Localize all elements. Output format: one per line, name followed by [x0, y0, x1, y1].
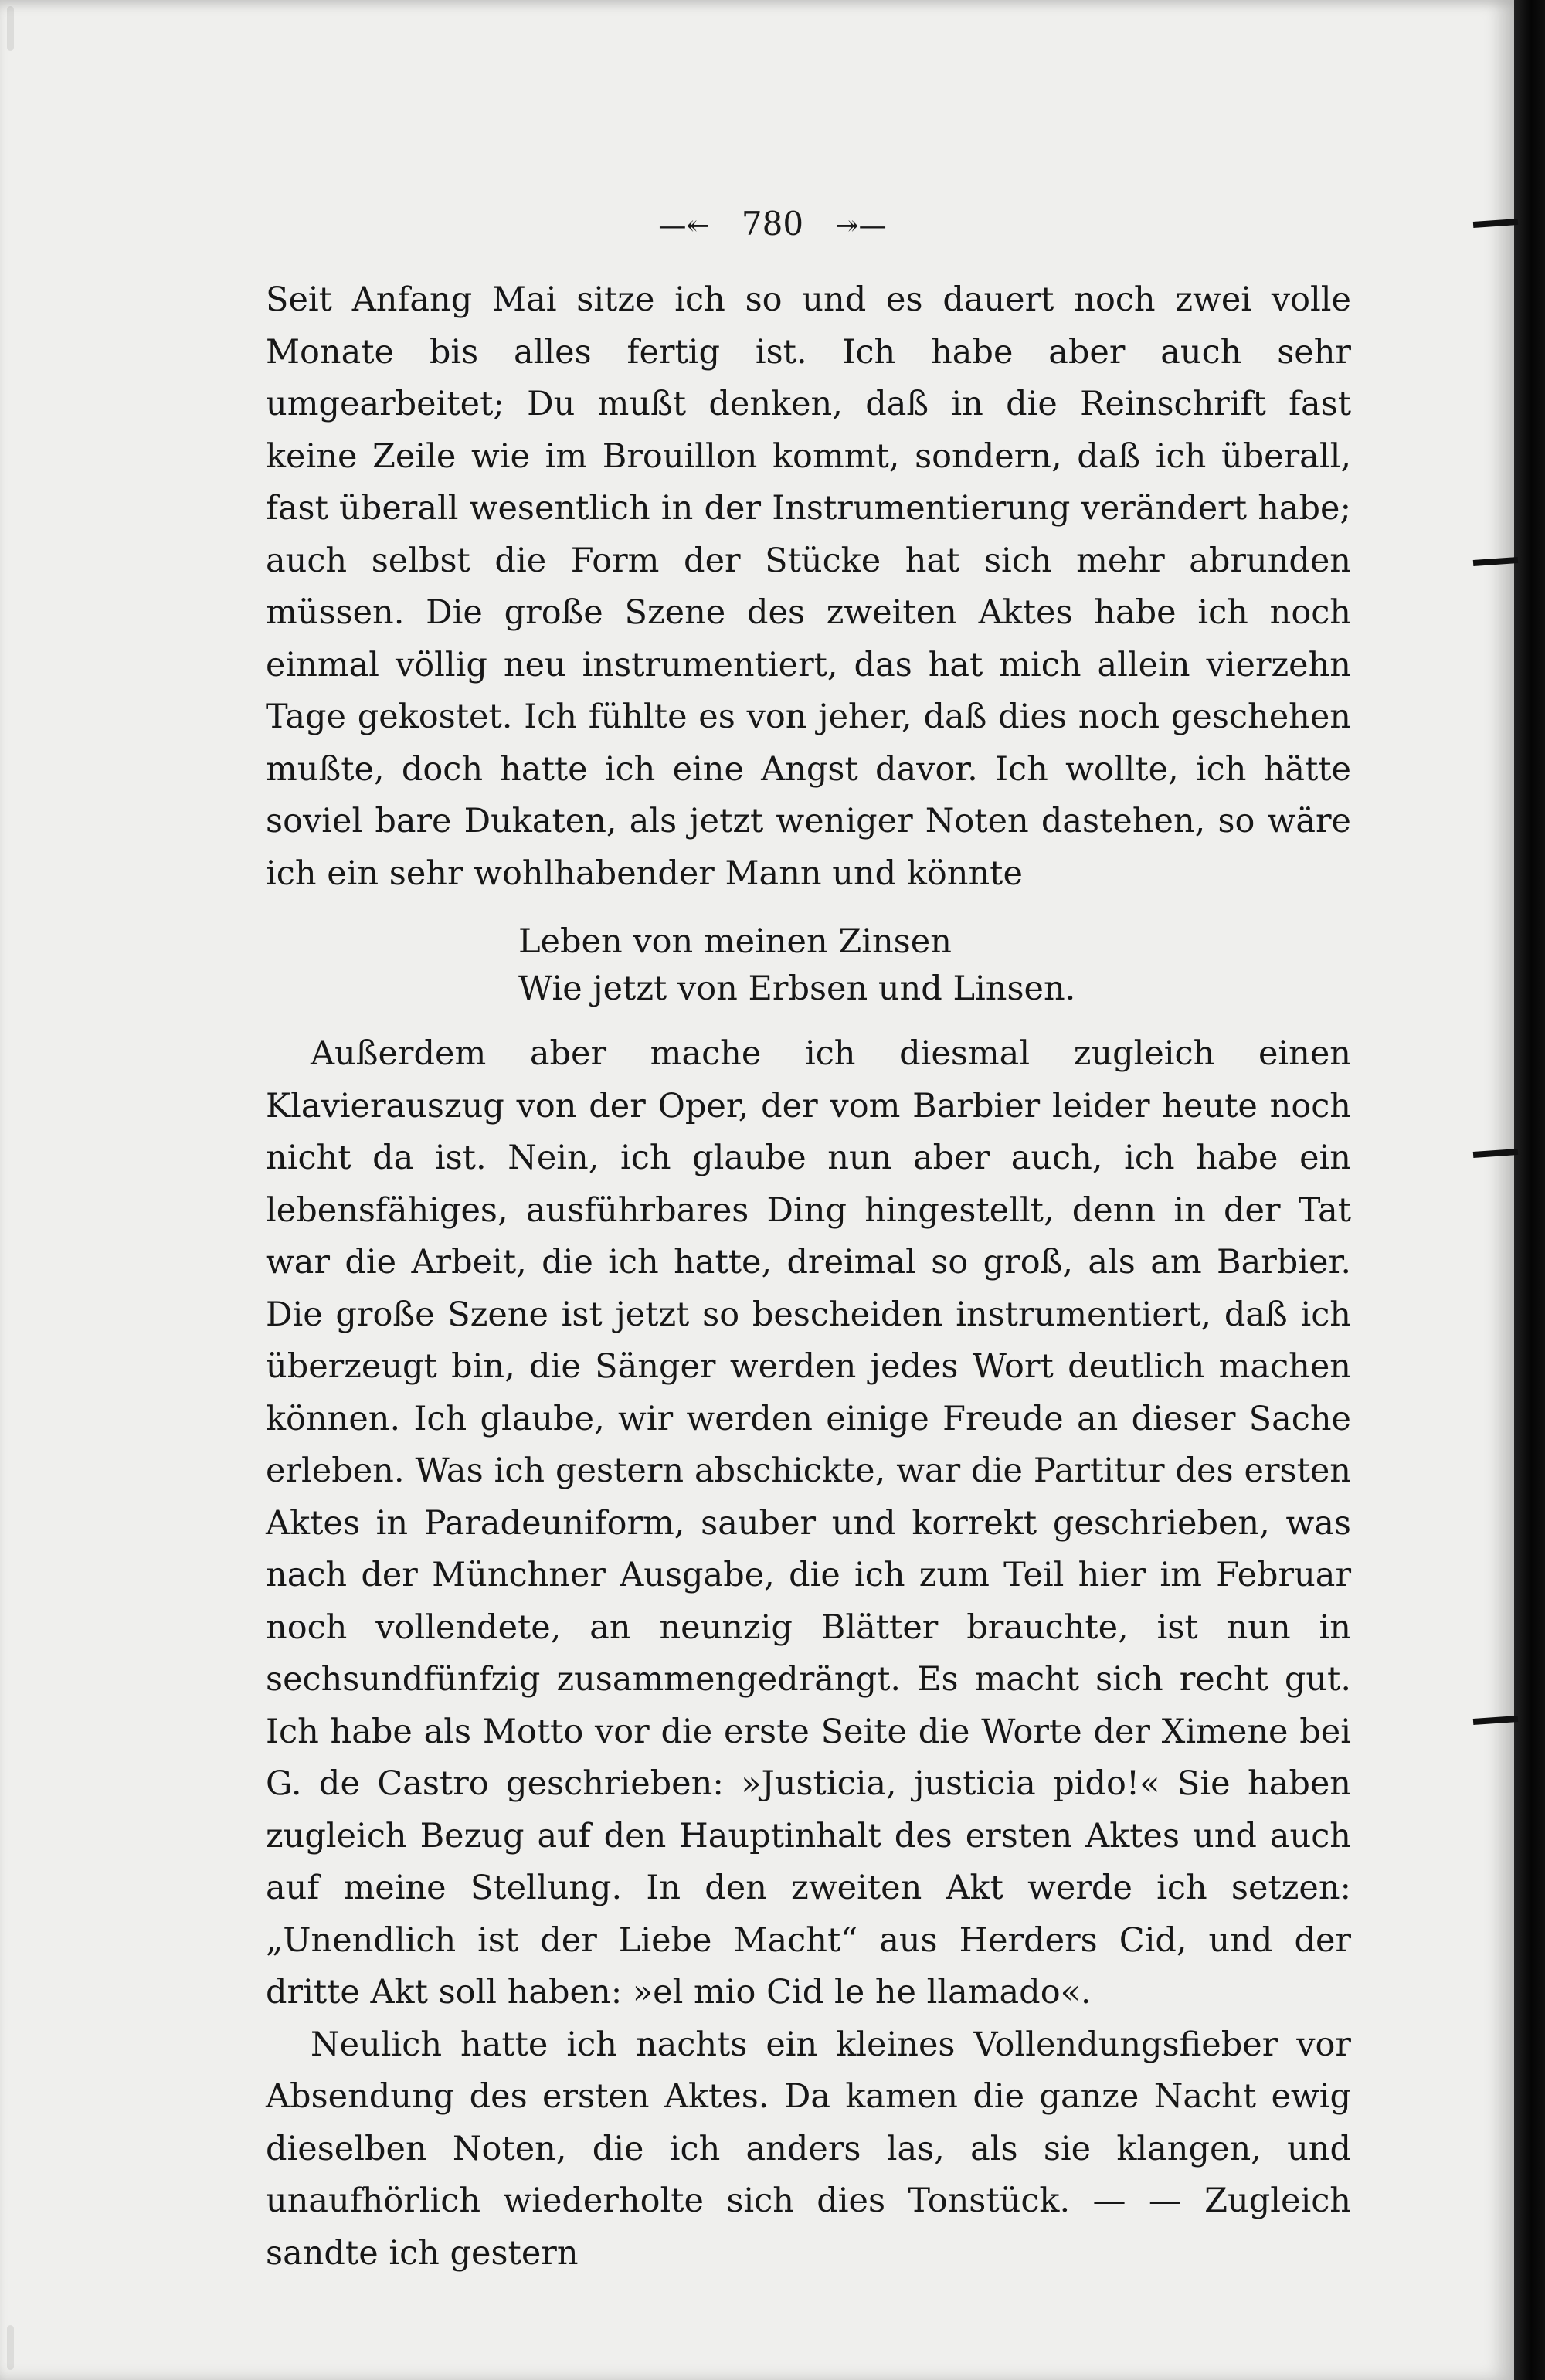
poem-line-second: Wie jetzt von Erbsen und Linsen.	[518, 969, 1076, 1008]
left-header-ornament: —↞	[658, 210, 710, 242]
paragraph-second: Außerdem aber mache ich diesmal zugleich einen Klavierauszug von der Oper, der vom Barbier leider heute noch nicht da ist. Nein, ich glaube nun aber auch, ich habe ein lebensfähiges, ausführbares Ding hingestellt, denn in der Tat war die Arbeit, die ich hatte, dreimal so groß, als am Barbier. Die große Szene ist jetzt so bescheiden instrumentiert, daß ich überzeugt bin, die Sänger werden jedes Wort deutlich machen können. Ich glaube, wir werden einige Freude an dieser Sache erleben. Was ich gestern abschickte, war die Partitur des ersten Aktes in Paradeuniform, sauber und korrekt geschrieben, was nach der Münchner Ausgabe, die ich zum Teil hier im Februar noch vollendete, an neunzig Blätter brauchte, ist nun in sechsundfünfzig zusammengedrängt. Es macht sich recht gut. Ich habe als Motto vor die erste Seite die Worte der Ximene bei G. de Castro geschrieben: »Justicia, justicia pido!« Sie haben zugleich Bezug auf den Hauptinhalt des ersten Aktes und auch auf meine Stellung. In den zweiten Akt werde ich setzen: „Unendlich ist der Liebe Macht“ aus Herders Cid, und der dritte Akt soll haben: »el mio Cid le he llamado«.	[266, 1034, 1351, 2012]
page-number: 780	[741, 205, 804, 243]
page-scan-mark	[7, 2325, 14, 2370]
scan-dark-edge	[1514, 0, 1545, 2380]
page-scan-mark	[7, 6, 14, 51]
poem-line-first: Leben von meinen Zinsen	[518, 922, 952, 961]
right-header-ornament: ↠—	[835, 210, 887, 242]
paragraph-third: Neulich hatte ich nachts ein kleines Vollendungsfieber vor Absendung des ersten Aktes. Da kamen die ganze Nacht ewig dieselben Noten, die ich anders las, als sie klangen, und unaufhörlich wiederholte sich dies Tonstück. — — Zugleich sandte ich gestern	[266, 2025, 1351, 2273]
page-header	[0, 197, 1545, 251]
page-text	[266, 274, 1351, 2280]
poem-quotation	[266, 918, 1351, 1013]
paragraph-first: Seit Anfang Mai sitze ich so und es dauert noch zwei volle Monate bis alles fertig ist. Ich habe aber auch sehr umgearbeitet; Du mußt denken, daß in die Reinschrift fast keine Zeile wie im Brouillon kommt, sondern, daß ich überall, fast überall wesentlich in der Instrumentierung verändert habe; auch selbst die Form der Stücke hat sich mehr abrunden müssen. Die große Szene des zweiten Aktes habe ich noch einmal völlig neu instrumentiert, das hat mich allein vierzehn Tage gekostet. Ich fühlte es von jeher, daß dies noch geschehen mußte, doch hatte ich eine Angst davor. Ich wollte, ich hätte soviel bare Dukaten, als jetzt weniger Noten dastehen, so wäre ich ein sehr wohlhabender Mann und könnte	[266, 280, 1351, 893]
